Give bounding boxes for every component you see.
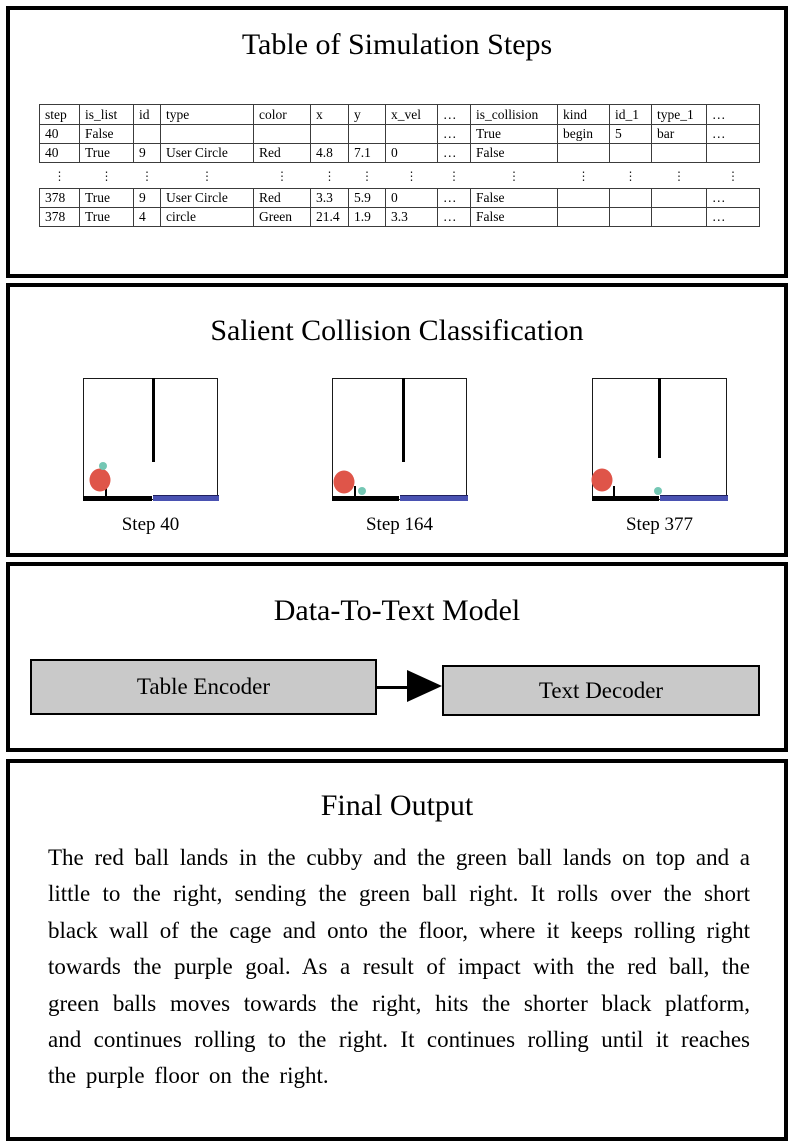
table-cell [652,208,707,227]
table-cell [610,208,652,227]
simulation-frame [83,378,218,500]
red-ball [592,468,613,491]
table-header-cell: x [311,105,349,125]
center-wall [658,378,661,458]
black-floor [83,496,152,501]
table-cell: … [707,125,760,144]
purple-floor [153,495,218,501]
center-wall [402,378,405,462]
table-cell: 5.9 [349,189,386,208]
panel-final-output [6,759,788,1141]
table-encoder-label: Table Encoder [136,674,271,699]
table-header-cell: is_list [80,105,134,125]
table-panel-title: Table of Simulation Steps [241,28,553,61]
table-cell: 4.8 [311,144,349,163]
table-cell: ⋮ [311,163,349,189]
table-cell: 40 [40,125,80,144]
model-panel-title: Data-To-Text Model [273,594,521,627]
text-decoder-label: Text Decoder [538,677,664,703]
simulation-frame [592,378,727,500]
table-cell: 0 [386,189,438,208]
table-cell: ⋮ [40,163,80,189]
frame-caption: Step 164 [365,514,434,535]
frame-caption: Step 377 [625,514,694,535]
table-cell: ⋮ [254,163,311,189]
table-row [40,125,760,144]
collision-panel-title: Salient Collision Classification [210,314,584,347]
table-cell: ⋮ [707,163,760,189]
table-header-cell: type_1 [652,105,707,125]
table-row [40,163,760,189]
black-floor [592,496,659,501]
arrow-line [376,686,409,689]
final-output-paragraph: The red ball lands in the cubby and the green ball lands on top and a little to the right, sending the green ball right. It rolls over the short black wall of the cage and onto the floor, where it keeps rolling right towards the purple goal. As a result of impact with the red ball, the green balls moves towards the right, hits the shorter black platform, and continues rolling to the right. It continues rolling until it reaches the purple floor on the right. [48,845,750,1089]
table-cell [161,125,254,144]
table-header-cell: is_collision [471,105,558,125]
table-cell: ⋮ [349,163,386,189]
panel-data-to-text-model [6,562,788,752]
green-ball [654,487,662,495]
table-cell: False [471,208,558,227]
table-cell: ⋮ [161,163,254,189]
panel-collision-classification [6,283,788,557]
table-header-cell: color [254,105,311,125]
table-cell [558,189,610,208]
table-header-cell: id [134,105,161,125]
output-panel-title: Final Output [320,789,474,822]
table-cell: ⋮ [558,163,610,189]
red-ball [334,470,355,493]
table-cell [386,125,438,144]
table-cell: True [471,125,558,144]
table-cell: ⋮ [80,163,134,189]
table-cell: 7.1 [349,144,386,163]
table-row [40,208,760,227]
table-cell: False [80,125,134,144]
frame-caption: Step 40 [121,514,180,535]
table-cell: 3.3 [311,189,349,208]
table-cell: 0 [386,144,438,163]
simulation-frame [332,378,467,500]
table-cell: ⋮ [438,163,471,189]
table-cell: 1.9 [349,208,386,227]
table-cell: True [80,208,134,227]
table-cell: 378 [40,189,80,208]
green-ball [99,462,107,470]
table-encoder-box [30,659,377,715]
table-cell [254,125,311,144]
table-cell: begin [558,125,610,144]
table-cell: ⋮ [652,163,707,189]
table-cell: 9 [134,189,161,208]
table-cell: True [80,189,134,208]
purple-floor [400,495,467,501]
table-cell [610,189,652,208]
table-cell: … [438,144,471,163]
table-cell: circle [161,208,254,227]
table-cell [349,125,386,144]
table-cell: Red [254,189,311,208]
black-floor [332,496,399,501]
table-cell: False [471,189,558,208]
arrow-right-icon [407,670,442,702]
table-cell: 378 [40,208,80,227]
table-cell: 4 [134,208,161,227]
table-header-cell: x_vel [386,105,438,125]
table-cell: … [707,208,760,227]
simulation-table [39,104,760,227]
table-cell: 21.4 [311,208,349,227]
table-cell [652,189,707,208]
green-ball [358,487,366,495]
table-cell: False [471,144,558,163]
table-cell: 9 [134,144,161,163]
table-cell [134,125,161,144]
purple-floor [660,495,727,501]
table-cell: bar [652,125,707,144]
table-cell: ⋮ [134,163,161,189]
table-cell: 3.3 [386,208,438,227]
table-header-row [40,105,760,125]
table-cell [311,125,349,144]
panel-table-of-steps [6,6,788,278]
table-cell [558,144,610,163]
table-cell: ⋮ [386,163,438,189]
table-cell [707,144,760,163]
table-cell: … [707,189,760,208]
table-cell [652,144,707,163]
text-decoder-box [442,665,760,716]
table-header-cell: … [707,105,760,125]
table-cell: 40 [40,144,80,163]
table-cell: User Circle [161,189,254,208]
table-cell [610,144,652,163]
table-row [40,189,760,208]
table-cell: Green [254,208,311,227]
table-header-cell: y [349,105,386,125]
table-row [40,144,760,163]
center-wall [152,378,155,462]
table-cell: Red [254,144,311,163]
table-header-cell: kind [558,105,610,125]
table-cell: 5 [610,125,652,144]
red-ball [89,468,110,491]
table-cell: … [438,208,471,227]
table-header-cell: id_1 [610,105,652,125]
table-cell [558,208,610,227]
table-cell: ⋮ [610,163,652,189]
table-cell: … [438,189,471,208]
table-cell: User Circle [161,144,254,163]
table-cell: ⋮ [471,163,558,189]
table-header-cell: … [438,105,471,125]
table-cell: … [438,125,471,144]
table-header-cell: step [40,105,80,125]
table-header-cell: type [161,105,254,125]
table-cell: True [80,144,134,163]
